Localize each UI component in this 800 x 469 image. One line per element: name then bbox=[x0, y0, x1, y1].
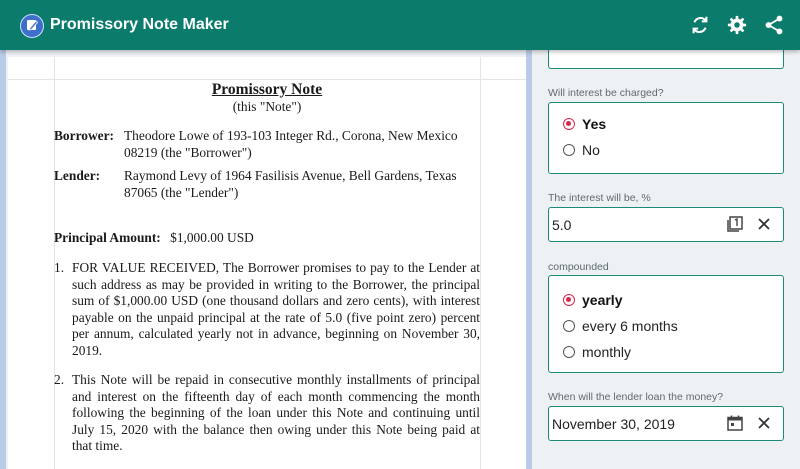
loan-date-input[interactable]: November 30, 2019 bbox=[552, 416, 675, 432]
clause-number: 2. bbox=[54, 372, 65, 387]
calculator-icon[interactable] bbox=[726, 215, 744, 233]
settings-button[interactable] bbox=[724, 12, 750, 38]
borrower-text: Theodore Lowe of 193-103 Integer Rd., Corona, New Mexico 08219 (the "Borrower") bbox=[124, 128, 458, 160]
radio-no-label: No bbox=[582, 142, 600, 158]
radio-selected-icon bbox=[563, 118, 575, 130]
refresh-button[interactable] bbox=[687, 12, 713, 38]
margin-guide-top bbox=[8, 79, 526, 80]
clause-text: This Note will be repaid in consecutive monthly installments of principal and interest on the fifteenth day of each month commencing the month following the beginning of the loan under this Note and continuing until July 15, 2020 with the balance then owing under this Note being paid at that time. bbox=[72, 372, 480, 453]
principal-value: $1,000.00 USD bbox=[170, 230, 254, 245]
clear-icon[interactable] bbox=[755, 414, 773, 432]
clause-number: 1. bbox=[54, 260, 65, 275]
note-page bbox=[8, 57, 526, 469]
radio-yearly-label: yearly bbox=[582, 292, 623, 308]
share-icon bbox=[763, 14, 785, 36]
interest-charged-label: Will interest be charged? bbox=[548, 87, 664, 99]
radio-yearly[interactable] bbox=[563, 292, 622, 308]
principal-label: Principal Amount: bbox=[54, 230, 161, 245]
radio-unselected-icon bbox=[563, 144, 575, 156]
compounded-group bbox=[548, 275, 784, 373]
compounded-label: compounded bbox=[548, 261, 609, 273]
radio-selected-icon bbox=[563, 294, 575, 306]
note-edit-icon bbox=[20, 14, 44, 38]
refresh-icon bbox=[689, 14, 711, 36]
radio-unselected-icon bbox=[563, 346, 575, 358]
radio-every-6-months-label: every 6 months bbox=[582, 318, 678, 334]
note-title: Promissory Note bbox=[211, 81, 323, 98]
loan-date-field[interactable] bbox=[548, 406, 784, 441]
borrower-label: Borrower: bbox=[54, 128, 114, 143]
principal-amount bbox=[54, 230, 254, 246]
margin-guide-right bbox=[480, 57, 481, 469]
radio-yes-label: Yes bbox=[582, 116, 607, 132]
radio-no[interactable] bbox=[563, 142, 600, 158]
share-button[interactable] bbox=[761, 12, 787, 38]
radio-unselected-icon bbox=[563, 320, 575, 332]
clear-icon[interactable] bbox=[755, 215, 773, 233]
app-title: Promissory Note Maker bbox=[50, 16, 229, 33]
loan-date-label: When will the lender loan the money? bbox=[548, 391, 724, 403]
calendar-icon[interactable] bbox=[726, 414, 744, 432]
app-toolbar bbox=[0, 0, 800, 50]
gear-icon bbox=[726, 14, 748, 36]
preview-frame-left bbox=[0, 50, 6, 469]
interest-rate-label: The interest will be, % bbox=[548, 192, 651, 204]
form-panel[interactable] bbox=[532, 50, 800, 469]
clause-text: FOR VALUE RECEIVED, The Borrower promises to pay to the Lender at such address as may be provided in writing to the Borrower, the principal sum of $1,000.00 USD (one thousand dollars and zero cents), with interest payable on the unpaid principal at the rate of 5.0 (five point zero) percent per annum, calculated yearly not in advance, beginning on November 30, 2019. bbox=[72, 260, 480, 358]
radio-monthly-label: monthly bbox=[582, 344, 632, 360]
interest-rate-field[interactable] bbox=[548, 207, 784, 242]
radio-monthly[interactable] bbox=[563, 344, 631, 360]
note-subtitle: (this "Note") bbox=[232, 99, 302, 114]
document-preview[interactable] bbox=[0, 50, 532, 469]
radio-every-6-months[interactable] bbox=[563, 318, 678, 334]
interest-rate-input[interactable]: 5.0 bbox=[552, 217, 572, 233]
lender-text: Raymond Levy of 1964 Fasilisis Avenue, Bell Gardens, Texas 87065 (the "Lender") bbox=[124, 168, 457, 200]
radio-yes[interactable] bbox=[563, 116, 606, 132]
lender-label: Lender: bbox=[54, 168, 101, 183]
interest-charged-group bbox=[548, 102, 784, 174]
